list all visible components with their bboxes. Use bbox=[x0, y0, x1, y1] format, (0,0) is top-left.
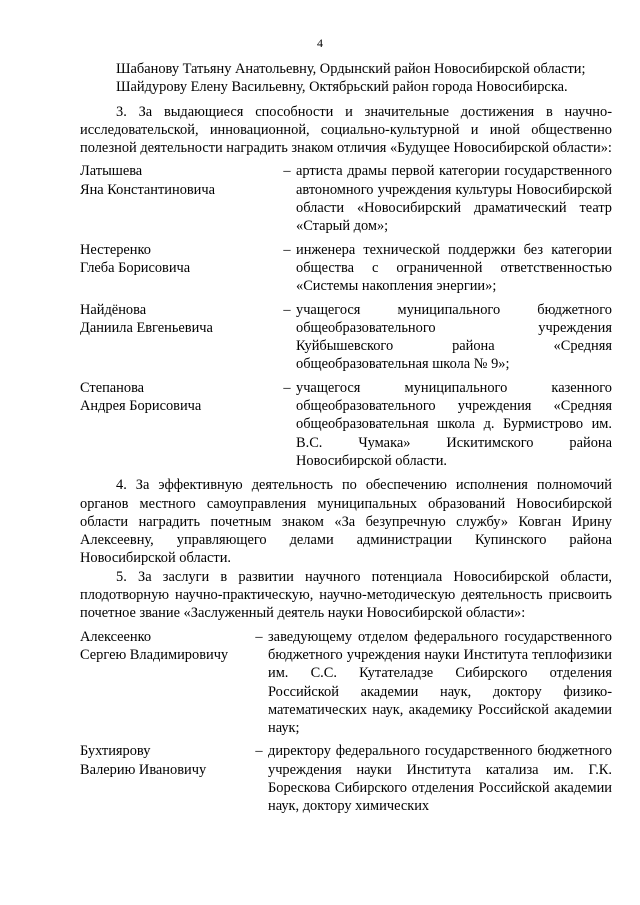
paragraph-shabanova: Шабанову Татьяну Анатольевну, Ордынский район Новосибирской области; bbox=[116, 61, 586, 77]
award-entry bbox=[80, 162, 612, 235]
section-5-heading: 5. За заслуги в развитии научного потенциала Новосибирской области, плодотворную научно-практическую, научно-методическую деятельность присвоить почетное звание «Заслуженный деятель науки Новосибирской области»: bbox=[80, 568, 612, 622]
recipient-name bbox=[80, 742, 250, 779]
award-entry bbox=[80, 628, 612, 738]
recipient-name bbox=[80, 628, 250, 665]
award-list-section-5 bbox=[80, 628, 612, 816]
recipient-description: директору федерального государственного бюджетного учреждения науки Института катализа им. Г.К. Борескова Сибирского отделения Российской академии наук, доктору химических bbox=[268, 743, 612, 815]
recipient-description: заведующему отделом федерального государственного бюджетного учреждения науки Института теплофизики им. С.С. Кутателадзе Сибирского отделения Российской академии наук, доктору физико-математических наук, академику Российской академии наук; bbox=[268, 628, 612, 737]
dash-separator: – bbox=[283, 301, 291, 318]
document-body bbox=[80, 60, 612, 816]
recipient-given-name: Андрея Борисовича bbox=[80, 398, 202, 415]
recipient-given-name: Даниила Евгеньевича bbox=[80, 319, 213, 336]
recipient-name bbox=[80, 241, 278, 278]
award-list-section-3 bbox=[80, 162, 612, 470]
recipient-given-name: Яна Константиновича bbox=[80, 181, 216, 198]
paragraph-shaidurova: Шайдурову Елену Васильевну, Октябрьский район города Новосибирска. bbox=[116, 79, 568, 96]
recipient-surname: Степанова bbox=[80, 379, 145, 396]
recipient-given-name: Глеба Борисовича bbox=[80, 259, 191, 276]
recipient-name bbox=[80, 162, 278, 199]
dash-separator: – bbox=[283, 163, 291, 180]
recipient-description: артиста драмы первой категории государственного автономного учреждения культуры Новосибирской области «Новосибирский драматический театр «Старый дом»; bbox=[296, 163, 612, 235]
dash-separator: – bbox=[255, 628, 263, 645]
recipient-description: учащегося муниципального бюджетного общеобразовательного учреждения Куйбышевского района «Средняя общеобразовательная школа № 9»; bbox=[296, 301, 612, 373]
recipient-description: учащегося муниципального казенного общеобразовательного учреждения «Средняя общеобразовательная школа д. Бурмистрово им. В.С. Чумака» Искитимского района Новосибирской области. bbox=[296, 379, 612, 469]
recipient-surname: Латышева bbox=[80, 163, 143, 180]
recipient-name bbox=[80, 379, 278, 416]
recipient-surname: Алексеенко bbox=[80, 628, 152, 645]
section-4-paragraph: 4. За эффективную деятельность по обеспечению исполнения полномочий органов местного самоуправления муниципальных образований Новосибирской области наградить почетным знаком «За безупречную службу» Ковган Ирину Алексеевну, управляющего делами администрации Купинского района Новосибирской области. bbox=[80, 477, 612, 567]
dash-separator: – bbox=[283, 379, 291, 396]
page-number: 4 bbox=[317, 36, 323, 50]
recipient-description: инженера технической поддержки без категории общества с ограниченной ответственностью «Системы накопления энергии»; bbox=[296, 241, 612, 295]
section-3-heading: 3. За выдающиеся способности и значительные достижения в научно-исследовательской, инновационной, социально-культурной и иной общественно полезной деятельности наградить знаком отличия «Будущее Новосибирской области»: bbox=[80, 103, 612, 157]
award-entry bbox=[80, 742, 612, 815]
award-entry bbox=[80, 301, 612, 374]
recipient-given-name: Валерию Ивановичу bbox=[80, 761, 207, 778]
recipient-name bbox=[80, 301, 278, 338]
dash-separator: – bbox=[255, 743, 263, 760]
dash-separator: – bbox=[283, 241, 291, 258]
recipient-surname: Нестеренко bbox=[80, 241, 151, 258]
recipient-surname: Найдёнова bbox=[80, 301, 147, 318]
recipient-given-name: Сергею Владимировичу bbox=[80, 646, 229, 663]
award-entry bbox=[80, 241, 612, 296]
award-entry bbox=[80, 379, 612, 470]
recipient-surname: Бухтиярову bbox=[80, 743, 151, 760]
